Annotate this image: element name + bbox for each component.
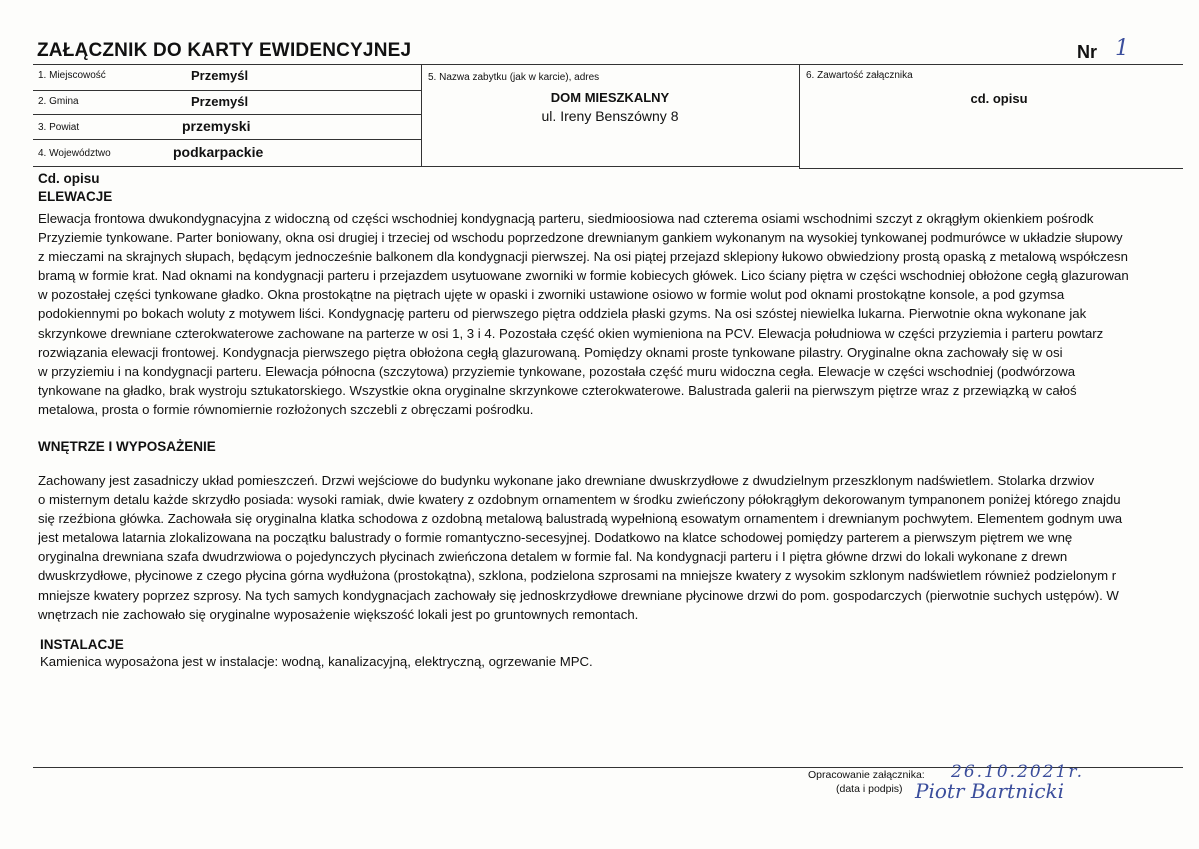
field-value-powiat: przemyski (182, 118, 251, 134)
column-divider (799, 64, 800, 168)
text-line: skrzynkowe drewniane czterokwaterowe zachowane na parterze w osi 1, 3 i 4. Pozostała część okien wymieniona na PCV. Elewacja południowa w części przyziemia i parteru powtarz (38, 325, 1104, 341)
text-line: bramą w formie krat. Nad oknami na kondygnacji parteru i przejazdem usytuowane zworniki w formie kobiecych główek. Lico ściany piętra w części wschodniej obłożone cegłą glazurowan (38, 268, 1129, 284)
footer-sublabel: (data i podpis) (836, 783, 903, 795)
row-divider (33, 114, 421, 115)
text-line: tynkowane na gładko, brak wystroju sztukatorskiego. Wszystkie okna oryginalne skrzynkowe czterokwaterowe. Balustrada galerii na pierwszym piętrze wraz z przewiązką w całoś (38, 382, 1077, 398)
text-line: mniejsze kwatery poprzez szprosy. Na tych samych kondygnacjach zachowały się jednoskrzydłowe drewniane płycinowe drzwi do pom. gospodarczych (pierwotnie suchych ustępów). W (38, 587, 1119, 603)
table-bottom-border (33, 166, 799, 167)
footer-label: Opracowanie załącznika: (808, 769, 925, 781)
text-line: się rzeźbiona główka. Zachowała się oryginalna klatka schodowa z ozdobną metalową balustradą wypełnioną esowatym ornamentem i drewnianym pochwytem. Elementem godnym uwa (38, 511, 1123, 527)
wnetrze-text (38, 471, 1199, 624)
text-line: wnętrzach nie zachowało się oryginalne wyposażenie większość lokali jest po gruntownych remontach. (38, 606, 639, 622)
table-top-border (33, 64, 1183, 65)
text-line: z mieczami na skrajnych słupach, będącym jednocześnie balkonem dla kondygnacji pierwszej. Na osi piątej przejazd sklepiony łukowo obwiedziony prostą opaską z metalową współczesn (38, 249, 1128, 265)
table-bottom-border (799, 168, 1183, 169)
footer-date: 26.10.2021r. (951, 762, 1084, 782)
field-value-nazwa: DOM MIESZKALNY (550, 90, 670, 105)
field-label-miejscowosc: 1. Miejscowość (38, 70, 106, 81)
field-label-powiat: 3. Powiat (38, 122, 80, 133)
field-value-wojewodztwo: podkarpackie (173, 144, 264, 160)
field-value-miejscowosc: Przemyśl (191, 68, 249, 83)
instalacje-text: Kamienica wyposażona jest w instalacje: wodną, kanalizacyjną, elektryczną, ogrzewanie MPC. (40, 654, 593, 669)
text-line: jest metalowa latarnia zlokalizowana na początku balustrady o formie romantyczno-secesyjnej. Dodatkowo na klatce schodowej pomiędzy parterem a pierwszym piętrem we wnę (38, 530, 1073, 546)
text-line: rozwiązania elewacji frontowej. Kondygnacja pierwszego piętra obłożona cegłą glazurowaną. Pomiędzy oknami proste tynkowane pilastry. Oryginalne okna zachowały się w osi (38, 344, 1063, 360)
field-label-nazwa: 5. Nazwa zabytku (jak w karcie), adres (428, 72, 600, 83)
text-line: w przyziemiu i na kondygnacji parteru. Elewacja północna (szczytowa) przyziemie tynkowane, pozostała część muru widoczna cegła. Elewacje w części wschodniej (podwórzowa (38, 363, 1076, 379)
heading-elewacje: ELEWACJE (38, 189, 113, 204)
field-value-zawartosc: cd. opisu (970, 91, 1028, 106)
field-label-zawartosc: 6. Zawartość załącznika (806, 70, 913, 81)
row-divider (33, 139, 421, 140)
row-divider (33, 90, 421, 91)
footer-signature: Piotr Bartnicki (915, 779, 1065, 803)
number-value: 1 (1115, 36, 1129, 61)
text-line: Elewacja frontowa dwukondygnacyjna z widoczną od części wschodniej kondygnacją parteru, siedmioosiowa nad czterema osiami wschodnimi szczyt z okrągłym okienkiem pośrodk (38, 211, 1094, 226)
field-value-gmina: Przemyśl (191, 94, 249, 109)
elewacje-text (38, 209, 1199, 419)
heading-wnetrze: WNĘTRZE I WYPOSAŻENIE (38, 439, 216, 454)
field-label-gmina: 2. Gmina (38, 96, 79, 107)
text-line: dwuskrzydłowe, płycinowe z czego płycina górna wydłużona (prostokątna), szklona, podzielona szprosami na mniejsze kwatery z wysokim szklonym nadświetlem również podzielonym r (38, 568, 1117, 584)
text-line: Zachowany jest zasadniczy układ pomieszczeń. Drzwi wejściowe do budynku wykonane jako drewniane dwuskrzydłowe z dwudzielnym przeszklonym nadświetlem. Stolarka drzwiov (38, 473, 1095, 488)
field-value-address: ul. Ireny Benszówny 8 (541, 108, 679, 124)
text-line: Przyziemie tynkowane. Parter boniowany, okna osi drugiej i trzeciej od wschodu poprzedzone drewnianym gankiem wykonanym na wysokiej tynkowanej podmurówce w układzie słupowy (38, 230, 1123, 246)
section-cd-opisu: Cd. opisu (38, 171, 100, 186)
text-line: w pozostałej części tynkowane gładko. Okna prostokątne na piętrach ujęte w opaski i zworniki ustawione osiowo w formie wolut pod oknami prostokątne konsole, a pod gzymsa (38, 287, 1065, 303)
page-title: ZAŁĄCZNIK DO KARTY EWIDENCYJNEJ (37, 40, 412, 61)
text-line: podokiennymi po bokach woluty z motywem liści. Kondygnację parteru od pierwszego piętra oddziela płaski gzyms. Na osi szóstej niewielka lukarna. Pierwotnie okna wykonane jak (38, 306, 1087, 322)
text-line: metalowa, prosta o formie równomiernie rozłożonych szczebli z obręczami pośrodku. (38, 401, 534, 417)
heading-instalacje: INSTALACJE (40, 637, 124, 652)
text-line: o misternym detalu każde skrzydło posiada: wysoki ramiak, dwie kwatery z ozdobnym ornamentem w środku zwieńczony półokrągłym dekorowanym tympanonem poniżej którego znajdu (38, 492, 1121, 508)
text-line: oryginalna drewniana szafa dwudrzwiowa o pojedynczych płycinach zwieńczona detalem w formie fal. Na kondygnacji parteru i I piętra główne drzwi do lokali wykonane z drewn (38, 549, 1068, 565)
field-label-wojewodztwo: 4. Województwo (38, 148, 111, 159)
number-label: Nr (1077, 42, 1098, 62)
